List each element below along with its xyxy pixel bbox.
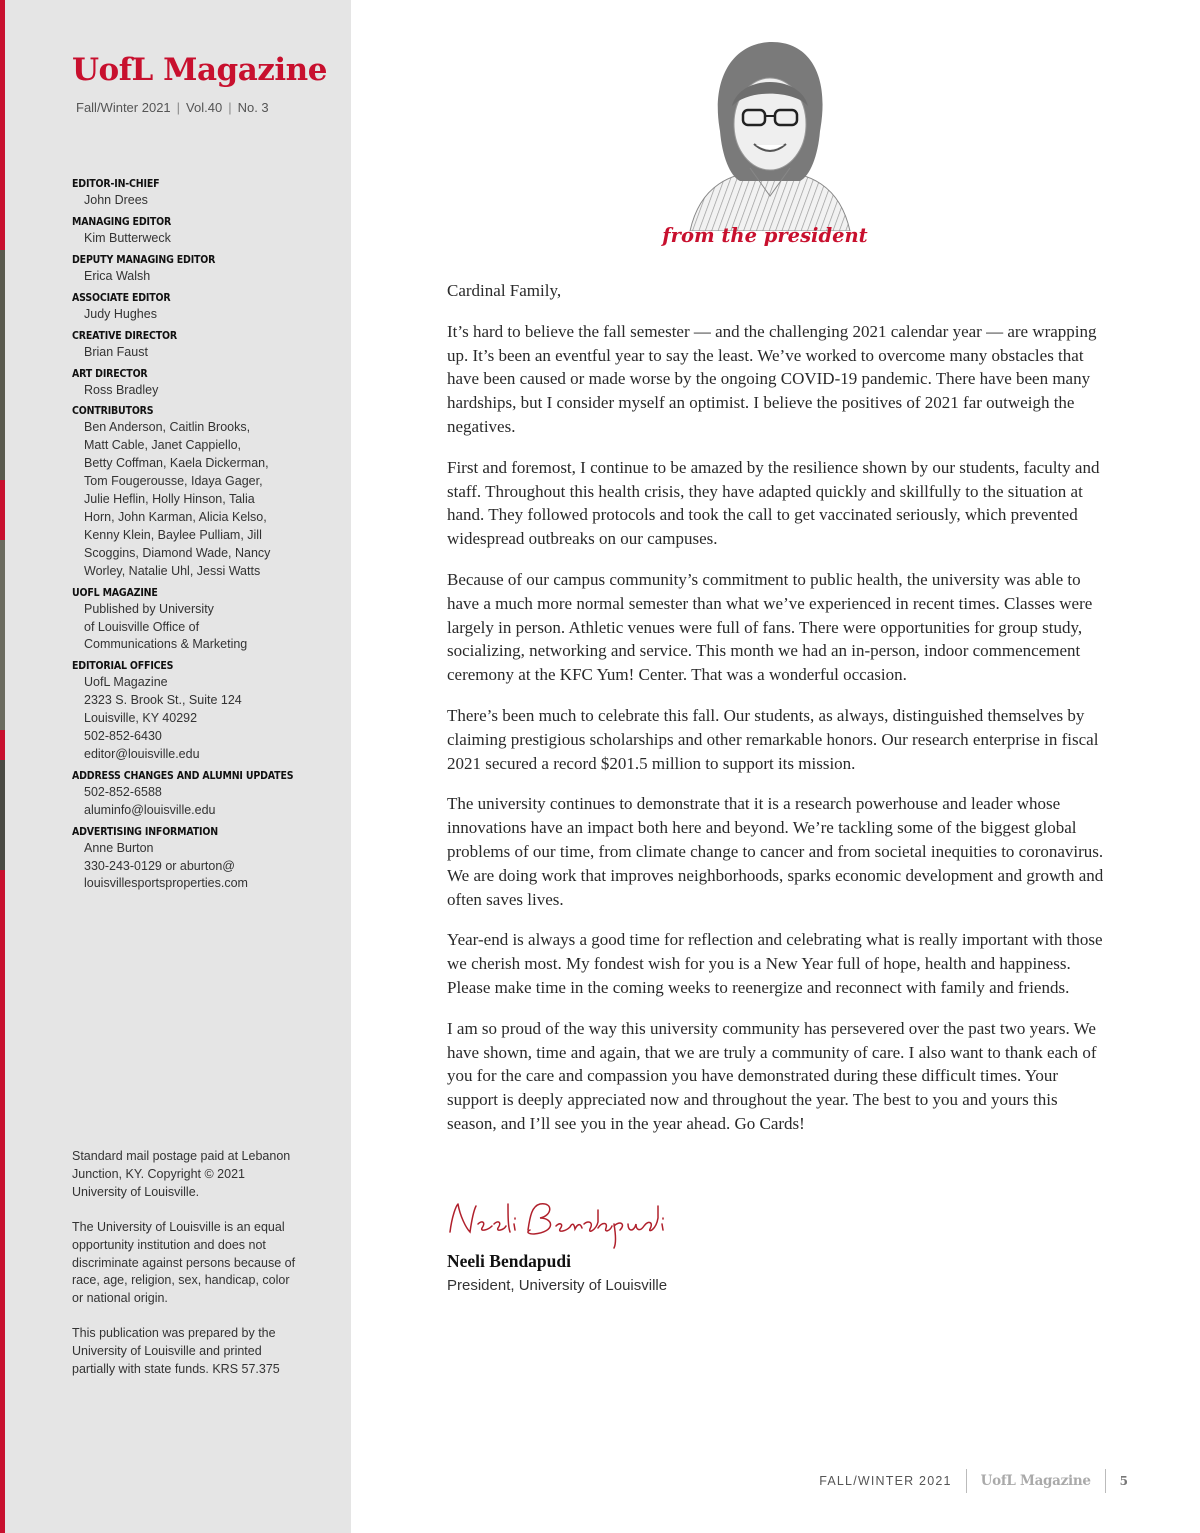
staff-name: Judy Hughes <box>84 306 157 321</box>
section-title: from the president <box>662 224 868 247</box>
staff-group <box>72 367 332 400</box>
staff-name: Brian Faust <box>84 344 148 359</box>
letter-paragraph: There’s been much to celebrate this fall. Our students, as always, distinguished themselves by claiming prestigious scholarships and other remarkable honors. Our research enterprise in fiscal 2021 secured a record $201.5 million to support its mission. <box>447 705 1099 773</box>
staff-name: editor@louisville.edu <box>84 746 200 761</box>
staff-name: Ben Anderson, Caitlin Brooks, <box>84 420 251 435</box>
footer-issue: FALL/WINTER 2021 <box>819 1474 952 1488</box>
staff-name: Kim Butterweck <box>84 230 171 245</box>
staff-name: Scoggins, Diamond Wade, Nancy <box>84 545 271 560</box>
staff-credits <box>72 177 332 898</box>
issue-info <box>76 100 269 115</box>
separator: | <box>176 100 181 115</box>
staff-role: ASSOCIATE EDITOR <box>72 291 171 304</box>
staff-name: 502-852-6588 <box>84 784 162 799</box>
letter-paragraph: First and foremost, I continue to be amazed by the resilience shown by our students, faculty and staff. Throughout this health crisis, they have adapted quickly and skillfully to the situation at hand. They followed protocols and took the call to get vaccinated seriously, which prevented widespread outbreaks on our campuses. <box>447 457 1100 549</box>
staff-group <box>72 253 332 286</box>
staff-role: EDITOR-IN-CHIEF <box>72 178 160 190</box>
issue-volume: Vol.40 <box>186 100 223 115</box>
issue-season: Fall/Winter 2021 <box>76 100 171 115</box>
staff-name: Communications & Marketing <box>84 637 248 652</box>
staff-group <box>72 329 332 362</box>
staff-role: CREATIVE DIRECTOR <box>72 329 178 342</box>
staff-name: Betty Coffman, Kaela Dickerman, <box>84 456 269 471</box>
staff-name: Kenny Klein, Baylee Pulliam, Jill <box>84 527 262 542</box>
issue-number: No. 3 <box>237 100 269 115</box>
staff-name: Tom Fougerousse, Idaya Gager, <box>84 474 263 489</box>
letter-paragraph: It’s hard to believe the fall semester — and the challenging 2021 calendar year — are wrapping up. It’s been an eventful year to say the least. We’ve worked to overcome many obstacles that have been caused or made worse by the ongoing COVID-19 pandemic. There have been many hardships, but I consider myself an optimist. I believe the positives of 2021 far outweigh the negatives. <box>447 321 1097 436</box>
letter-paragraph: I am so proud of the way this university community has persevered over the past two years. We have shown, time and again, that we are truly a community of care. I also want to thank each of you for the care and compassion you have demonstrated during these difficult times. Your support is deeply appreciated now and throughout the year. The best to you and yours this season, and I’ll see you in the year ahead. Go Cards! <box>447 1018 1097 1133</box>
staff-name: louisvillesportsproperties.com <box>84 876 248 891</box>
staff-role: ADDRESS CHANGES AND ALUMNI UPDATES <box>72 769 294 782</box>
staff-name: aluminfo@louisville.edu <box>84 802 216 817</box>
staff-role: CONTRIBUTORS <box>72 405 154 418</box>
staff-name: Anne Burton <box>84 840 154 855</box>
legal-paragraph: This publication was prepared by the University of Louisville and printed partially with state funds. KRS 57.375 <box>72 1326 280 1377</box>
staff-role: UOFL MAGAZINE <box>72 586 158 599</box>
staff-group <box>72 215 332 248</box>
staff-name: Published by University <box>84 601 214 616</box>
staff-name: Worley, Natalie Uhl, Jessi Watts <box>84 563 261 578</box>
staff-name: John Drees <box>84 193 148 207</box>
staff-role: ADVERTISING INFORMATION <box>72 825 218 838</box>
signer-title: President, University of Louisville <box>447 1277 668 1294</box>
footer-divider <box>1105 1469 1106 1493</box>
staff-group <box>72 177 332 210</box>
staff-name: Matt Cable, Janet Cappiello, <box>84 438 242 453</box>
separator: | <box>228 100 232 115</box>
letter-paragraph: Because of our campus community’s commitment to public health, the university was able to have a much more normal semester than what we’ve experienced in recent times. Classes were largely in person. Athletic venues were full of fans. There were opportunities for group study, socializing, networking and service. This month we had an in-person, indoor commencement ceremony at the KFC Yum! Center. That was a wonderful occasion. <box>447 569 1093 685</box>
magazine-logo: UofL Magazine <box>72 52 327 88</box>
footer-magazine: UofL Magazine <box>980 1473 1091 1489</box>
staff-name: 330-243-0129 or aburton@ <box>84 858 235 873</box>
letter-paragraph: Year-end is always a good time for reflection and celebrating what is really important with those we cherish most. My fondest wish for you is a New Year full of hope, health and happiness. Please make time in the coming weeks to reenergize and reconnect with family and friends. <box>447 930 1103 997</box>
staff-name: of Louisville Office of <box>84 619 200 634</box>
staff-group <box>72 404 332 580</box>
staff-group <box>72 769 332 820</box>
staff-name: UofL Magazine <box>84 675 168 690</box>
page-number: 5 <box>1119 1474 1128 1488</box>
staff-group <box>72 586 332 655</box>
legal-paragraph: Standard mail postage paid at Lebanon Junction, KY. Copyright © 2021 University of Louisville. <box>72 1149 291 1199</box>
letter-paragraph: The university continues to demonstrate that it is a research powerhouse and leader whose innovations have an impact both here and beyond. We’re tackling some of the biggest global problems of our time, from climate change to cancer and from societal inequities to coronavirus. We are doing work that improves neighborhoods, sparks economic development and growth and often saves lives. <box>447 794 1104 909</box>
salutation: Cardinal Family, <box>447 281 562 300</box>
staff-name: Erica Walsh <box>84 268 151 283</box>
legal-notices <box>72 1148 302 1396</box>
staff-name: Ross Bradley <box>84 382 159 397</box>
staff-group <box>72 291 332 324</box>
staff-role: EDITORIAL OFFICES <box>72 660 174 673</box>
staff-role: ART DIRECTOR <box>72 367 148 380</box>
president-portrait-icon <box>680 36 860 231</box>
president-letter <box>447 279 1107 1153</box>
staff-role: DEPUTY MANAGING EDITOR <box>72 253 216 266</box>
staff-group <box>72 825 332 894</box>
staff-group <box>72 659 332 764</box>
signer-name: Neeli Bendapudi <box>447 1251 571 1271</box>
legal-paragraph: The University of Louisville is an equal opportunity institution and does not discriminate against persons because of race, age, religion, sex, handicap, color or national origin. <box>72 1219 296 1306</box>
page-footer <box>819 1468 1128 1494</box>
staff-name: Louisville, KY 40292 <box>84 711 198 726</box>
staff-name: Julie Heflin, Holly Hinson, Talia <box>84 492 255 507</box>
staff-name: 502-852-6430 <box>84 729 162 744</box>
staff-role: MANAGING EDITOR <box>72 215 172 228</box>
staff-name: Horn, John Karman, Alicia Kelso, <box>84 509 267 524</box>
letter-body <box>447 320 1107 1136</box>
handwritten-signature <box>444 1196 674 1250</box>
footer-divider <box>966 1469 967 1493</box>
staff-name: 2323 S. Brook St., Suite 124 <box>84 693 242 708</box>
